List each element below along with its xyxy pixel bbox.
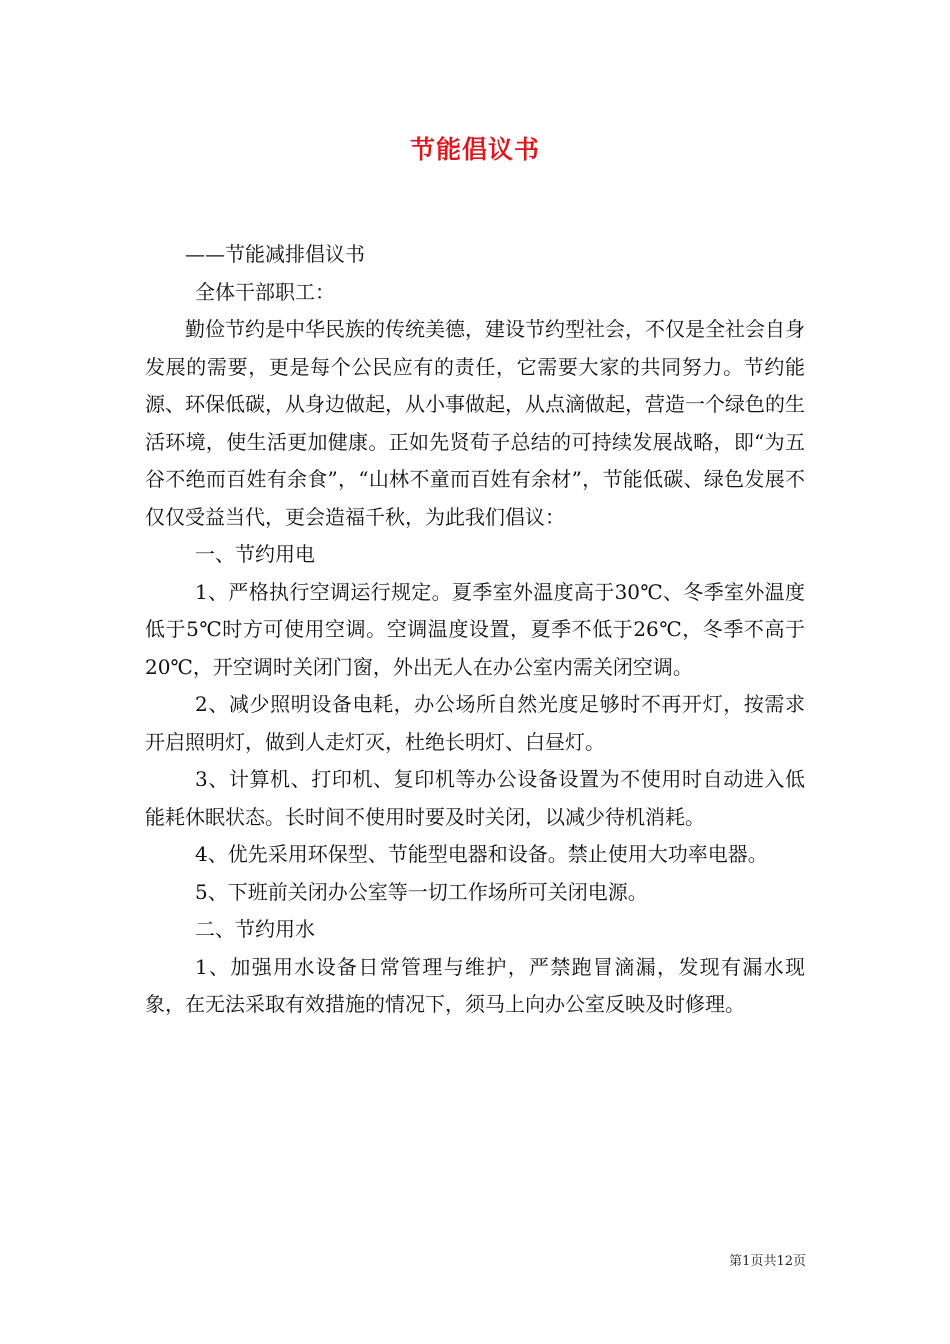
electricity-item-3: 3、计算机、打印机、复印机等办公设备设置为不使用时自动进入低能耗休眠状态。长时间不使用时要及时关闭，以减少待机消耗。	[145, 767, 805, 829]
electricity-item-4: 4、优先采用环保型、节能型电器和设备。禁止使用大功率电器。	[195, 842, 768, 866]
salutation: 全体干部职工：	[195, 279, 335, 304]
electricity-item-5: 5、下班前关闭办公室等一切工作场所可关闭电源。	[195, 879, 648, 904]
intro-paragraph: 勤俭节约是中华民族的传统美德，建设节约型社会，不仅是全社会自身发展的需要，更是每个公民应有的责任，它需要大家的共同努力。节约能源、环保低碳，从身边做起，从小事做起，从点滴做起，营造一个绿色的生活环境，使生活更加健康。正如先贤荀子总结的可持续发展战略，即“为五谷不绝而百姓有余食”，“山林不童而百姓有余材”，节能低碳、绿色发展不仅仅受益当代，更会造福千秋，为此我们倡议：	[145, 317, 805, 529]
electricity-item-2: 2、减少照明设备电耗，办公场所自然光度足够时不再开灯，按需求开启照明灯，做到人走灯灭，杜绝长明灯、白昼灯。	[145, 692, 805, 754]
document-body	[145, 236, 805, 1024]
document-title: 节能倡议书	[409, 135, 540, 164]
document-subtitle: ——节能减排倡议书	[185, 242, 365, 266]
section-heading-electricity: 一、节约用电	[195, 542, 315, 566]
electricity-item-1: 1、严格执行空调运行规定。夏季室外温度高于30℃、冬季室外温度低于5℃时方可使用空调。空调温度设置，夏季不低于26℃，冬季不高于20℃，开空调时关闭门窗，外出无人在办公室内需关闭空调。	[145, 579, 805, 679]
page-number: 第1页共12页	[729, 1254, 806, 1269]
section-heading-water: 二、节约用水	[195, 917, 315, 941]
water-item-1: 1、加强用水设备日常管理与维护，严禁跑冒滴漏，发现有漏水现象，在无法采取有效措施的情况下，须马上向办公室反映及时修理。	[145, 954, 805, 1016]
